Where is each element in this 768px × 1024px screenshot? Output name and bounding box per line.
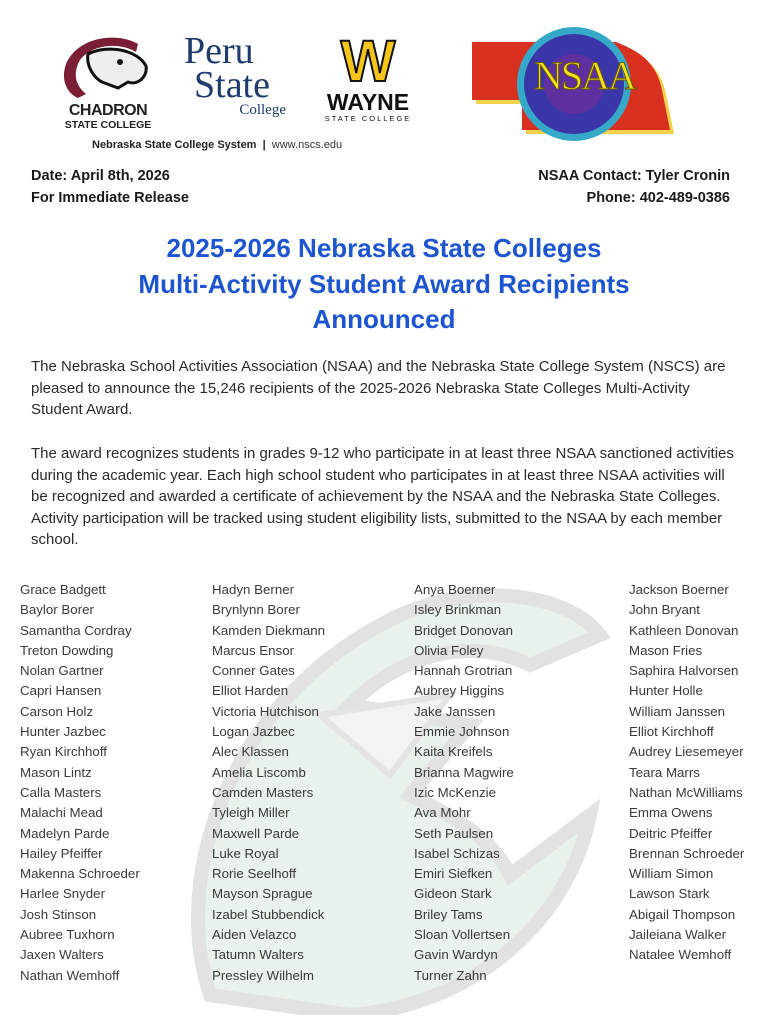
recipient-name: Madelyn Parde [20,825,110,841]
recipient-name: Gavin Wardyn [414,947,498,963]
recipient-name: Kathleen Donovan [629,622,739,638]
recipient-name: Capri Hansen [20,683,102,699]
recipient-name: Ava Mohr [414,805,471,821]
recipient-name: Josh Stinson [20,906,97,922]
recipient-name: Brianna Magwire [414,764,514,780]
separator: | [262,139,266,151]
recipient-name: Samantha Cordray [20,622,132,638]
recipient-name: Jaileiana Walker [629,927,727,943]
recipient-name: Makenna Schroeder [20,866,140,882]
recipient-name: Gideon Stark [414,886,492,902]
recipient-name: Malachi Mead [20,805,103,821]
title-line: Announced [312,304,456,334]
state-word: State [194,64,270,106]
recipient-name: Teara Marrs [629,764,700,780]
recipient-name: John Bryant [629,602,700,618]
recipient-name: Hailey Pfeiffer [20,845,103,861]
contact-phone: Phone: 402-489-0386 [586,190,730,206]
recipient-name: Grace Badgett [20,582,106,597]
recipient-name: Olivia Foley [414,642,484,658]
recipient-name: Jaxen Walters [20,947,104,963]
contact-info [538,165,730,209]
recipient-name: Hunter Jazbec [20,724,106,740]
recipient-name: Hunter Holle [629,683,703,699]
recipient-name: Luke Royal [212,845,279,861]
release-date: Date: April 8th, 2026 [31,168,170,184]
wayne-state-college-logo [312,29,424,134]
system-name: Nebraska State College System [92,139,257,151]
recipient-name: Camden Masters [212,784,314,800]
recipient-name: Natalee Wemhoff [629,947,732,963]
recipients-column [20,580,140,986]
recipient-name: William Janssen [629,703,726,719]
release-info [31,165,189,209]
recipient-name: Emmie Johnson [414,724,510,740]
peru-word: Peru [184,30,254,72]
recipient-name: Jackson Boerner [629,582,729,597]
peru-state-college-logo [180,30,290,134]
recipient-name: Aubree Tuxhorn [20,927,115,943]
recipient-name: Brynlynn Borer [212,602,300,618]
chadron-state-college-logo [58,36,158,136]
recipient-name: Isabel Schizas [414,845,500,861]
recipient-name: Ryan Kirchhoff [20,744,107,760]
chadron-subtitle: STATE COLLEGE [64,119,152,131]
recipient-name: Audrey Liesemeyer [629,744,744,760]
recipient-name: Carson Holz [20,703,94,719]
recipient-name: Victoria Hutchison [212,703,319,719]
recipient-name: Marcus Ensor [212,642,295,658]
recipient-name: Elliot Kirchhoff [629,724,714,740]
wayne-subtitle: STATE COLLEGE [324,114,412,123]
recipient-name: William Simon [629,866,714,882]
recipient-name: Pressley Wilhelm [212,967,314,983]
recipient-name: Deitric Pfeiffer [629,825,713,841]
title-line: 2025-2026 Nebraska State Colleges [166,233,602,263]
title-line: Multi-Activity Student Award Recipients [138,268,630,299]
recipient-name: Harlee Snyder [20,886,105,902]
recipient-name: Bridget Donovan [414,622,514,638]
recipient-name: Izabel Stubbendick [212,906,325,922]
recipient-name: Mayson Sprague [212,886,313,902]
recipient-name: Kamden Diekmann [212,622,326,638]
recipient-name: Tatumn Walters [212,947,304,963]
wayne-w-icon: W [340,29,396,94]
intro-paragraph: The Nebraska School Activities Association (NSAA) and the Nebraska State College System (NSCS) are pleased to announce the 15,246 recipients of the 2025-2026 Nebraska State Colleges Multi-Activity Student Award. [31,358,726,418]
college-word: College [239,102,286,118]
eagle-icon [58,36,158,98]
recipient-name: Baylor Borer [20,602,94,618]
recipient-name: Nathan Wemhoff [20,967,120,983]
recipient-name: Conner Gates [212,663,295,679]
recipient-name: Izic McKenzie [414,784,497,800]
recipient-name: Elliot Harden [212,683,289,699]
recipient-name: Alec Klassen [212,744,289,760]
recipient-name: Emiri Siefken [414,866,493,882]
recipient-name: Tyleigh Miller [212,805,290,821]
recipient-name: Rorie Seelhoff [212,866,297,882]
recipient-name: Sloan Vollertsen [414,927,511,943]
recipient-name: Mason Fries [629,642,703,658]
recipient-name: Saphira Halvorsen [629,663,739,679]
wayne-name: WAYNE [326,89,410,115]
recipient-name: Aubrey Higgins [414,683,505,699]
page-title [0,231,768,338]
release-type: For Immediate Release [31,190,189,206]
recipient-name: Calla Masters [20,784,102,800]
nsaa-logo [470,24,680,144]
recipient-name: Emma Owens [629,805,713,821]
recipients-column [629,580,744,966]
recipients-column [212,580,325,986]
recipient-name: Abigail Thompson [629,906,736,922]
chadron-name: CHADRON [68,102,148,119]
recipient-name: Seth Paulsen [414,825,494,841]
recipient-name: Brennan Schroeder [629,845,745,861]
recipient-name: Nathan McWilliams [629,784,743,800]
recipient-name: Hadyn Berner [212,582,295,597]
recipient-name: Turner Zahn [414,967,487,983]
award-description-paragraph: The award recognizes students in grades 9-12 who participate in at least three NSAA sanctioned activities during the academic year. Each high school student who participates in at least three NSAA activities will be recognized and awarded a certificate of achievement by the NSAA and the Nebraska State Colleges. Activity participation will be tracked using student eligibility lists, submitted to the NSAA by each member school. [31,445,734,548]
recipient-name: Nolan Gartner [20,663,104,679]
recipient-name: Logan Jazbec [212,724,295,740]
recipient-name: Lawson Stark [629,886,710,902]
recipient-name: Mason Lintz [20,764,92,780]
recipient-name: Kaita Kreifels [414,744,493,760]
recipient-name: Amelia Liscomb [212,764,306,780]
recipient-name: Maxwell Parde [212,825,300,841]
contact-name: NSAA Contact: Tyler Cronin [538,168,730,184]
nsaa-letters: NSAA [534,53,635,98]
recipient-name: Anya Boerner [414,582,496,597]
recipient-name: Hannah Grotrian [414,663,513,679]
recipient-name: Treton Dowding [20,642,114,658]
recipient-name: Briley Tams [414,906,483,922]
system-url[interactable]: www.nscs.edu [271,139,343,151]
recipients-column [414,580,514,986]
recipient-name: Aiden Velazco [212,927,297,943]
system-line [92,139,342,151]
recipient-name: Jake Janssen [414,703,496,719]
recipient-name: Isley Brinkman [414,602,502,618]
